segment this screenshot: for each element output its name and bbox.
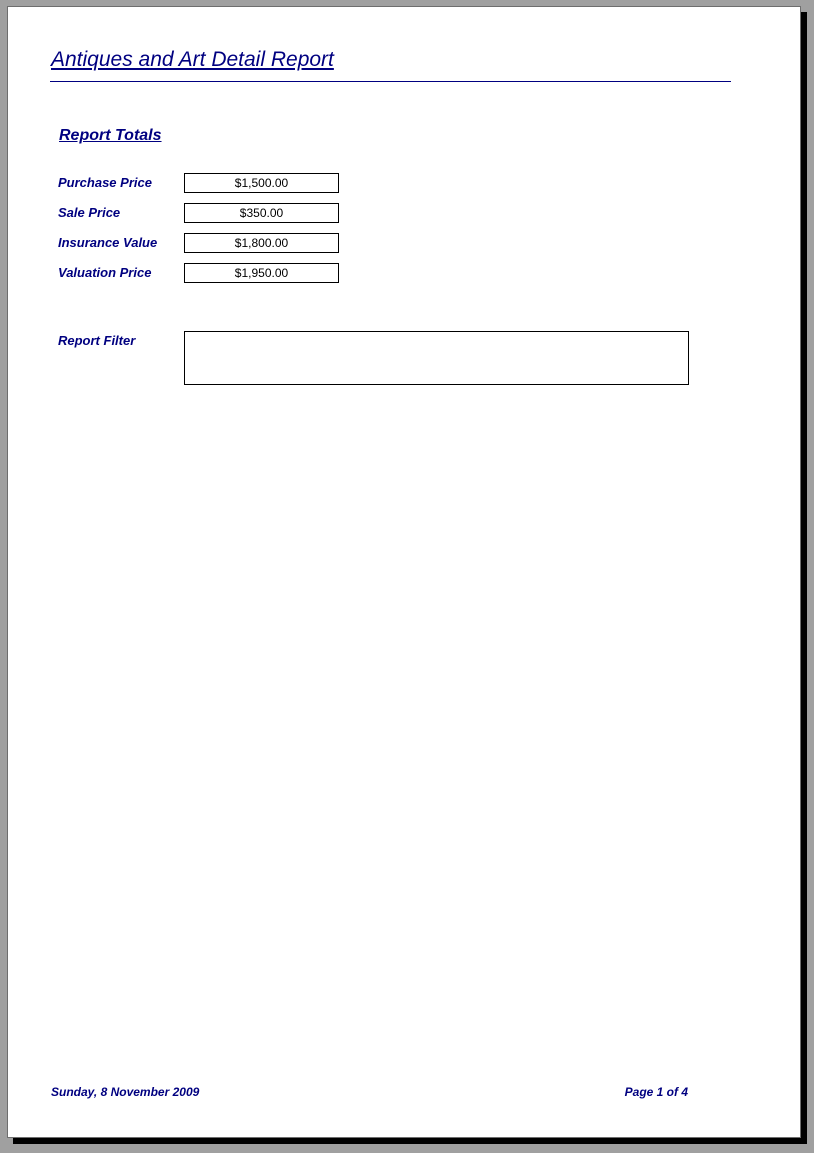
- insurance-value-value: $1,800.00: [184, 233, 339, 253]
- footer-date: Sunday, 8 November 2009: [51, 1085, 200, 1099]
- report-filter-label: Report Filter: [58, 333, 136, 348]
- sale-price-value: $350.00: [184, 203, 339, 223]
- total-row-purchase-price: [8, 173, 800, 193]
- valuation-price-value: $1,950.00: [184, 263, 339, 283]
- insurance-value-label: Insurance Value: [58, 235, 158, 250]
- sale-price-label: Sale Price: [58, 205, 121, 220]
- report-page: [7, 6, 801, 1138]
- report-totals-heading: Report Totals: [59, 127, 162, 144]
- purchase-price-value: $1,500.00: [184, 173, 339, 193]
- report-title: Antiques and Art Detail Report: [51, 48, 334, 71]
- title-divider: [50, 81, 731, 82]
- total-row-sale-price: [8, 203, 800, 223]
- total-row-valuation-price: [8, 263, 800, 283]
- report-filter-box: [184, 331, 689, 385]
- purchase-price-label: Purchase Price: [58, 175, 152, 190]
- footer-page-number: Page 1 of 4: [624, 1085, 688, 1099]
- valuation-price-label: Valuation Price: [58, 265, 152, 280]
- total-row-insurance-value: [8, 233, 800, 253]
